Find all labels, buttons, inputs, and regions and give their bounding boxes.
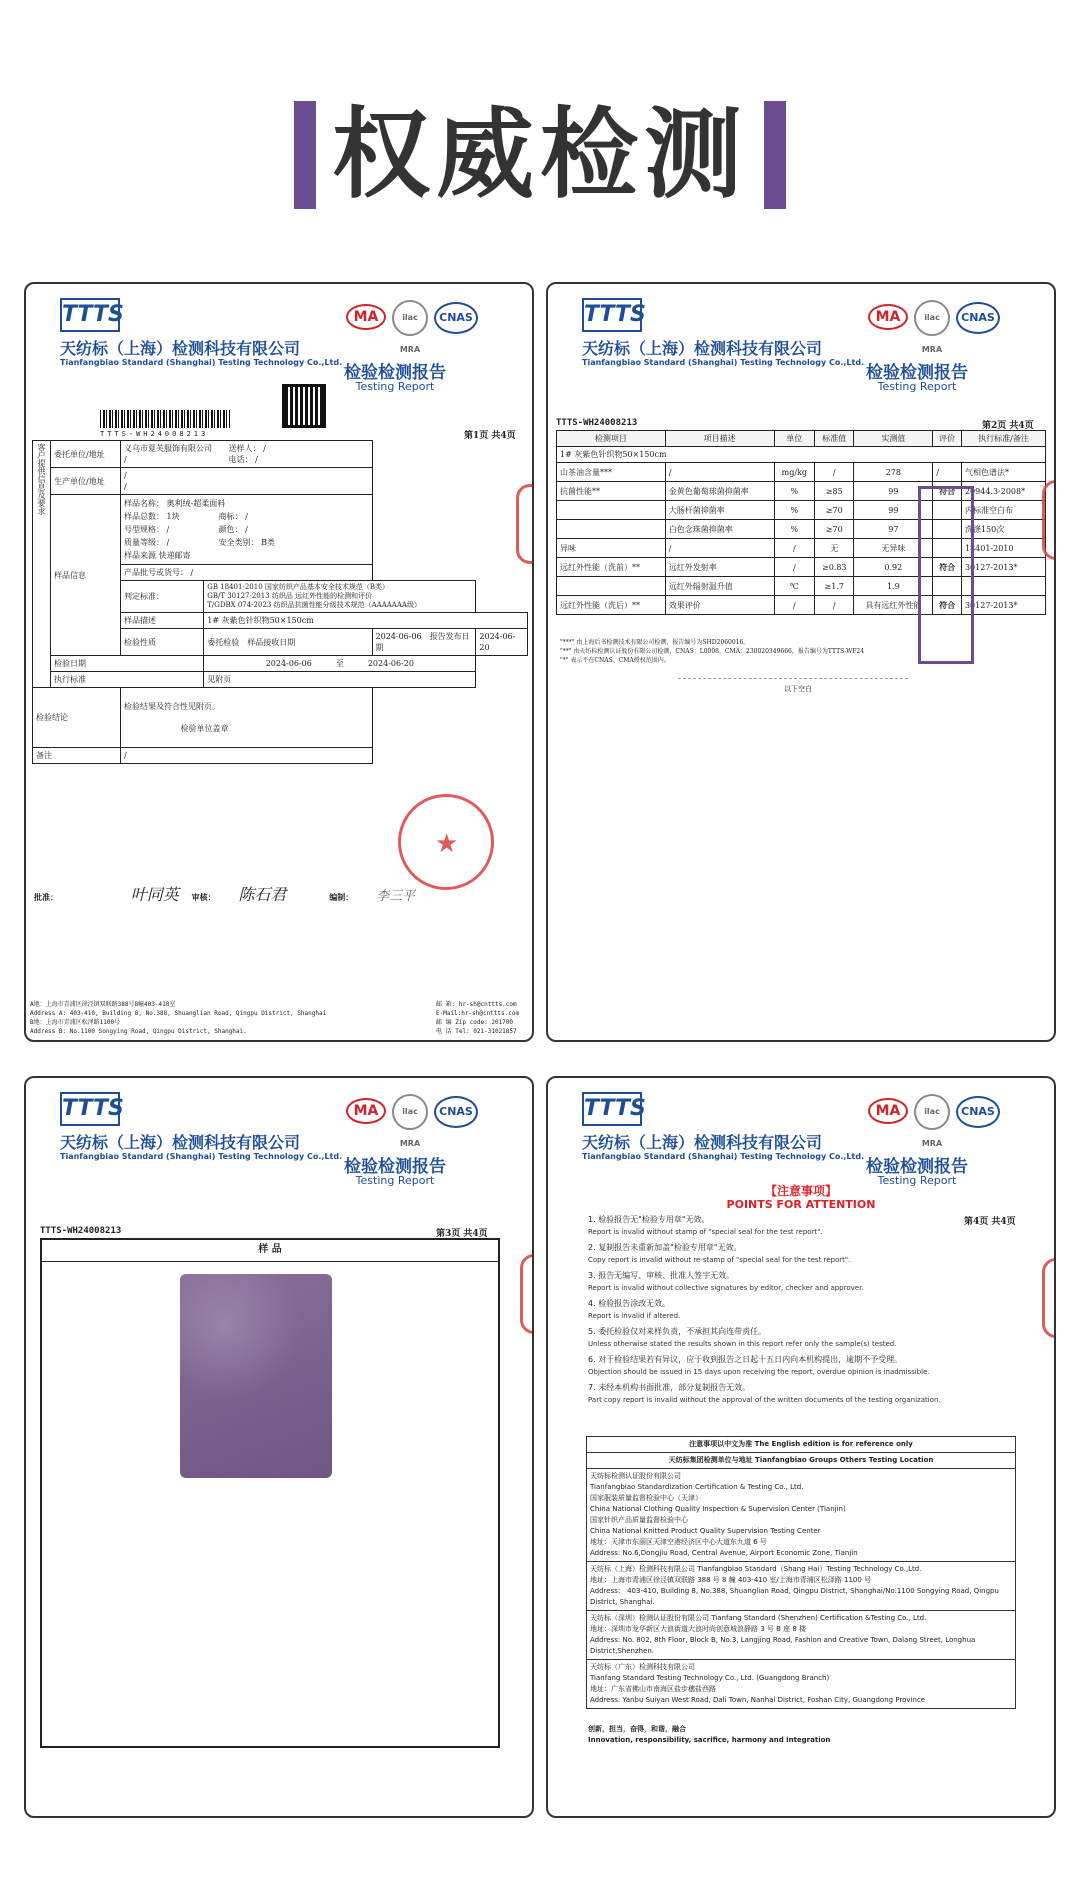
review-label: 审核：: [191, 892, 216, 902]
location-line: China National Clothing Quality Inspection & Supervision Center (Tianjin): [590, 1505, 846, 1513]
date-label: 检验日期: [51, 656, 204, 672]
footer-line-3: B地：上海市青浦区松泽路1100号: [30, 1019, 121, 1026]
locations-head-2: 天纺标集团检测单位与地址 Tianfangbiao Groups Others Testing Location: [587, 1453, 1016, 1469]
phone-label: 电话：: [228, 455, 253, 464]
results-cell: [557, 520, 666, 539]
notice-item-cn: 检验报告涂改无效。: [598, 1299, 671, 1308]
results-cell: 0.92: [854, 558, 933, 577]
blank-divider: [678, 678, 908, 679]
report-page-3: [24, 1076, 534, 1818]
info-label: 样品信息: [51, 495, 121, 656]
results-cell: [557, 501, 666, 520]
barcode-text: TTTS-WH24008213: [100, 430, 209, 438]
edge-seal-icon: [520, 1254, 534, 1334]
sample-title: 样 品: [42, 1240, 498, 1262]
std-3: T/GDBX 074-2023 纺织品抗菌性能分级技术规范（AAAAAAA级）: [207, 601, 421, 609]
accreditation-marks: [346, 300, 506, 354]
results-cell: 具有远红外性能: [854, 596, 933, 615]
color-value: /: [245, 525, 248, 534]
notice-list: [588, 1214, 1008, 1410]
notice-item: 6. 对于检验结果若有异议，应于收到报告之日起十五日内向本机构提出，逾期不予受理。 Objection should be issued in 15 days upon receiving the report, overdue opinion is inadmissible.: [588, 1355, 930, 1376]
results-cell: ℃: [774, 577, 814, 596]
signature-1: 叶同英: [130, 885, 179, 904]
safety-value: B类: [261, 538, 275, 547]
location-cell: [587, 1469, 1016, 1562]
sender-value: /: [263, 444, 266, 453]
results-row: [557, 463, 1046, 482]
barcode-icon: [100, 410, 230, 428]
results-cell: 30127-2013*: [961, 596, 1045, 615]
exec-value: 见附页: [204, 672, 476, 688]
ilac-mark-icon: ilac MRA: [392, 300, 428, 336]
location-line: 地址：天津市东丽区天津空港经济区中心大道东九道 6 号: [590, 1538, 767, 1546]
side-label: 客户提供信息及要求: [33, 441, 51, 688]
results-cell: /: [774, 558, 814, 577]
footer-line-1: A地：上海市青浦区徐泾镇双联路388号8幢403-410室: [30, 1001, 176, 1008]
signature-3: 李三平: [376, 889, 416, 904]
notice-item-en: Objection should be issued in 15 days upon receiving the report, overdue opinion is inadmissible.: [588, 1368, 930, 1376]
notice-item-cn: 报告无编写、审核、批准人签字无效。: [598, 1271, 735, 1280]
notice-item: 3. 报告无编写、审核、批准人签字无效。 Report is invalid without collective signatures by editor, checker and approver.: [588, 1271, 864, 1292]
notice-item-cn: 检验报告无"检验专用章"无效。: [598, 1215, 710, 1224]
notice-title: 【注意事项】: [764, 1184, 837, 1198]
location-line: Address: No. 802, 8th Floor, Block B, No.3, Langjing Road, Fashion and Creative Town, Dalang Street, Longhua District,Shenzhen.: [590, 1636, 976, 1655]
footer-tel: 电 话 Tel: 021-31021857: [436, 1028, 517, 1035]
blank-label: 以下空白: [784, 685, 812, 693]
issue-value: 2024-06-20: [476, 629, 528, 656]
results-cell: 白色念珠菌抑菌率: [665, 520, 774, 539]
cma-mark-icon: MA: [346, 1098, 386, 1124]
location-cell: [587, 1611, 1016, 1660]
ttts-logo-icon: TTTS: [582, 298, 642, 332]
pass-label: 符合: [939, 561, 956, 572]
results-cell: /: [815, 596, 854, 615]
results-header-cell: 项目描述: [665, 431, 774, 447]
results-header-cell: 单位: [774, 431, 814, 447]
results-cell: 山茶油含量***: [557, 463, 666, 482]
note-1: "***" 由上海后书检测技术有限公司检测，报告编号为SHD2060016。: [560, 639, 750, 646]
notice-item: 5. 委托检验仅对来样负责，不承担其向连带责任。 Unless otherwise stated the results shown in this report refer only the sample(s) tested.: [588, 1327, 897, 1348]
report-header: [548, 1078, 1054, 1198]
client-addr: /: [124, 455, 127, 464]
std-1: GB 18401-2010 国家纺织产品基本安全技术规范（B类）: [207, 583, 390, 591]
results-cell: ≥70: [815, 520, 854, 539]
page-number: 第1页 共4页: [464, 431, 516, 441]
seal-label: 检验单位盖章: [180, 724, 229, 733]
exec-label: 执行标准: [51, 672, 204, 688]
report-page-2: [546, 282, 1056, 1042]
date-to-label: 至: [335, 659, 344, 668]
location-line: 地址：广东省佛山市南海区盐步穗盐西路: [590, 1685, 716, 1693]
producer-value: /: [124, 471, 127, 480]
results-cell: /: [774, 539, 814, 558]
results-cell: /: [815, 463, 854, 482]
notice-item: 7. 未经本机构书面批准，部分复制报告无效。 Part copy report is invalid without the approval of the written documents of the testing organization.: [588, 1383, 941, 1404]
report-header: [26, 284, 532, 404]
cma-mark-icon: MA: [346, 304, 386, 330]
cma-mark-icon: MA: [868, 1098, 908, 1124]
location-line: Address： 403-410, Building 8, No.388, Shuanglian Road, Qingpu District, Shanghai/No.1100 Songying Road, Qingpu District, Shanghai.: [590, 1587, 999, 1606]
report-header: [548, 284, 1054, 404]
notice-item-en: Part copy report is invalid without the approval of the written documents of the testing organization.: [588, 1396, 941, 1404]
notice-item-en: Unless otherwise stated the results shown in this report refer only the sample(s) tested.: [588, 1340, 897, 1348]
name-label: 样品名称：: [124, 499, 164, 508]
client-label: 委托单位/地址: [51, 441, 121, 468]
company-name-en: Tianfangbiao Standard (Shanghai) Testing Technology Co.,Ltd.: [582, 358, 865, 367]
notice-item-en: Report is invalid if altered.: [588, 1312, 681, 1320]
results-cell: [961, 577, 1045, 596]
model-label: 号型规格：: [124, 525, 164, 534]
results-cell: %: [774, 520, 814, 539]
cnas-mark-icon: CNAS: [956, 1096, 1000, 1128]
qr-code-icon: [282, 384, 326, 428]
location-line: 国家服装质量监督检验中心（天津）: [590, 1494, 702, 1502]
client-value: 义乌市夏芙服饰有限公司: [124, 444, 212, 453]
report-title: 检验检测报告: [866, 363, 968, 383]
results-cell: /: [665, 463, 774, 482]
company-name-en: Tianfangbiao Standard (Shanghai) Testing Technology Co.,Ltd.: [60, 1152, 343, 1161]
report-header: [26, 1078, 532, 1198]
desc-label: 样品描述: [121, 613, 204, 629]
results-header-row: [557, 431, 1046, 447]
results-cell: 远红外性能（洗前）**: [557, 558, 666, 577]
company-name-en: Tianfangbiao Standard (Shanghai) Testing Technology Co.,Ltd.: [582, 1152, 865, 1161]
notice-item-cn: 委托检验仅对来样负责，不承担其向连带责任。: [598, 1327, 767, 1336]
ttts-logo-icon: TTTS: [60, 298, 120, 332]
count-label: 样品总数：: [124, 512, 164, 521]
red-seal-icon: ★: [398, 794, 494, 890]
accreditation-marks: [868, 1094, 1028, 1148]
producer-label: 生产单位/地址: [51, 468, 121, 495]
results-header-cell: 实测值: [854, 431, 933, 447]
cnas-mark-icon: CNAS: [956, 302, 1000, 334]
results-cell: %: [774, 501, 814, 520]
results-cell: 抗菌性能**: [557, 482, 666, 501]
left-bracket-bar: [294, 101, 316, 209]
results-cell: 洗涤150次: [961, 520, 1045, 539]
location-line: 地址：上海市青浦区徐泾镇双联路 388 号 8 幢 403-410 室/上海市青浦区松泽路 1100 号: [590, 1576, 872, 1584]
grade-label: 质量等级：: [124, 538, 164, 547]
phone-value: /: [255, 455, 258, 464]
page-number: 第4页 共4页: [964, 1217, 1016, 1227]
report-info-table: [32, 440, 528, 764]
ilac-mark-icon: ilac MRA: [914, 300, 950, 336]
edge-seal-icon: [516, 484, 534, 564]
nature-value: 委托检验: [207, 637, 240, 647]
notes: [560, 638, 910, 665]
ttts-logo-icon: TTTS: [60, 1092, 120, 1126]
location-line: Tianfangbiao Standardization Certification & Testing Co., Ltd.: [590, 1483, 804, 1491]
locations-head-1: 注意事项以中文为准 The English edition is for reference only: [587, 1437, 1016, 1453]
notice-item-en: Copy report is invalid without re-stamp of "special seal for the test report".: [588, 1256, 851, 1264]
accreditation-marks: [346, 1094, 506, 1148]
results-cell: ≥85: [815, 482, 854, 501]
brand-value: /: [245, 512, 248, 521]
results-cell: 远红外性能（洗后）**: [557, 596, 666, 615]
grade-value: /: [166, 538, 170, 547]
footer-address: [30, 1000, 326, 1036]
page-number: 第3页 共4页: [436, 1229, 488, 1239]
edit-label: 编制：: [329, 892, 354, 902]
company-name-cn: 天纺标（上海）检测科技有限公司: [60, 339, 301, 358]
notice-item-en: Report is invalid without collective signatures by editor, checker and approver.: [588, 1284, 864, 1292]
date-from: 2024-06-06: [265, 659, 312, 668]
notice-item-cn: 未经本机构书面批准，部分复制报告无效。: [598, 1383, 751, 1392]
report-title-en: Testing Report: [877, 380, 957, 393]
results-cell: 99: [854, 482, 933, 501]
location-line: Address: No.6,Dongjiu Road, Central Avenue, Airport Economic Zone, Tianjin: [590, 1549, 858, 1557]
notice-title-en: POINTS FOR ATTENTION: [726, 1198, 876, 1211]
location-line: Tianfang Standard Testing Technology Co., Ltd. (Guangdong Branch): [590, 1674, 830, 1682]
company-name-cn: 天纺标（上海）检测科技有限公司: [582, 1133, 823, 1152]
footer-email-en: E-Mail:hr-sh@cnttts.com: [436, 1010, 520, 1017]
results-cell: /: [665, 539, 774, 558]
sender-label: 送样人：: [228, 444, 261, 453]
pass-highlight-box: [918, 486, 974, 664]
concl-value: 检验结果及符合性见附页。: [124, 702, 220, 711]
report-title: 检验检测报告: [866, 1157, 968, 1177]
results-cell: 效果评价: [665, 596, 774, 615]
results-cell: 97: [854, 520, 933, 539]
footer-contact: [436, 1000, 519, 1036]
edge-seal-icon: [1042, 480, 1056, 560]
nature-label: 检验性质: [121, 629, 204, 656]
notice-item: 1. 检验报告无"检验专用章"无效。 Report is invalid without stamp of "special seal for the test report".: [588, 1215, 823, 1236]
note-label: 备注: [33, 748, 121, 764]
report-title-en: Testing Report: [355, 380, 435, 393]
source-value: 快递邮寄: [158, 551, 191, 560]
results-header-cell: 评价: [933, 431, 962, 447]
results-header-cell: 执行标准/备注: [961, 431, 1045, 447]
company-name-cn: 天纺标（上海）检测科技有限公司: [582, 339, 823, 358]
report-number: TTTS-WH24008213: [556, 418, 638, 428]
recv-label: 样品接收日期: [247, 637, 296, 647]
right-bracket-bar: [764, 101, 786, 209]
motto: [588, 1724, 830, 1746]
location-line: 地址：深圳市龙华新区大浪街道大浪时尚创意城浪静路 3 号 B 座 8 楼: [590, 1625, 807, 1633]
location-cell: [587, 1562, 1016, 1611]
edge-seal-icon: [1042, 1258, 1056, 1338]
report-page-1: [24, 282, 534, 1042]
sample-frame: [40, 1238, 500, 1748]
std-2: GB/T 30127-2013 纺织品 远红外性能的检测和评价: [207, 592, 373, 600]
results-cell: 远红外辐射温升值: [665, 577, 774, 596]
results-header-cell: 标准值: [815, 431, 854, 447]
accreditation-marks: [868, 300, 1028, 354]
report-title: 检验检测报告: [344, 1157, 446, 1177]
producer-addr: /: [124, 482, 127, 491]
sample-row: 1# 灰紫色针织物50×150cm: [557, 447, 1046, 463]
results-cell: 内标准空白布: [961, 501, 1045, 520]
results-cell: ≥0.83: [815, 558, 854, 577]
location-line: Address: Yanbu Suiyan West Road, Dali Town, Nanhai District, Foshan City, Guangdong Province: [590, 1696, 926, 1704]
cnas-mark-icon: CNAS: [434, 302, 478, 334]
results-cell: 无: [815, 539, 854, 558]
note-value: /: [121, 748, 373, 764]
report-number: TTTS-WH24008213: [40, 1226, 122, 1236]
locations-table: [586, 1436, 1016, 1709]
results-cell: 1.9: [854, 577, 933, 596]
results-cell: 金黄色葡萄球菌抑菌率: [665, 482, 774, 501]
motto-en: Innovation, responsibility, sacrifice, harmony and integration: [588, 1736, 831, 1744]
note-2: "**" 由天纺标检测认证股份有限公司检测，CNAS：L0008，CMA：230020349666，报告编号为TTTS-WF24: [560, 648, 865, 655]
name-value: 奥利绒-超柔面料: [166, 499, 226, 508]
issue-label: 报告发布日期: [375, 632, 470, 652]
location-line: 天纺标（广东）检测科技有限公司: [590, 1663, 695, 1671]
approve-label: 批准：: [34, 892, 58, 902]
results-cell: 278: [854, 463, 933, 482]
results-cell: /: [933, 463, 962, 482]
report-title: 检验检测报告: [344, 363, 446, 383]
date-to: 2024-06-20: [367, 659, 414, 668]
footer-email: 邮 箱: hr-sh@cnttts.com: [436, 1001, 517, 1008]
motto-cn: 创新，担当，奋得，和谐，融合: [588, 1725, 686, 1733]
footer-line-4: Address B: No.1100 Songying Road, Qingpu District, Shanghai.: [30, 1028, 247, 1035]
results-cell: 30127-2013*: [961, 558, 1045, 577]
location-line: 天纺标（深圳）检测认证股份有限公司 Tianfang Standard (Shenzhen) Certification &Testing Co., Ltd.: [590, 1614, 927, 1622]
results-cell: [557, 577, 666, 596]
results-cell: 气相色谱法*: [961, 463, 1045, 482]
location-line: 天纺标（上海）检测科技有限公司 Tianfangbiao Standard（Shang Hai）Testing Technology Co.,Ltd.: [590, 1565, 922, 1573]
ilac-mark-icon: ilac MRA: [914, 1094, 950, 1130]
notice-item: 4. 检验报告涂改无效。 Report is invalid if altered.: [588, 1299, 681, 1320]
banner-title: 权威检测: [331, 98, 748, 212]
results-cell: 大肠杆菌抑菌率: [665, 501, 774, 520]
ttts-logo-icon: TTTS: [582, 1092, 642, 1126]
location-line: 天纺标检测认证股份有限公司: [590, 1472, 681, 1480]
pass-label: 符合: [939, 599, 956, 610]
location-line: 国家针织产品质量监督检验中心: [590, 1516, 688, 1524]
notice-item: 2. 复制报告未重新加盖"检验专用章"无效。 Copy report is invalid without re-stamp of "special seal for the test report".: [588, 1243, 851, 1264]
source-label: 样品来源: [124, 551, 156, 560]
cma-mark-icon: MA: [868, 304, 908, 330]
company-name-cn: 天纺标（上海）检测科技有限公司: [60, 1133, 301, 1152]
results-cell: /: [774, 596, 814, 615]
signature-2: 陈石君: [238, 885, 287, 904]
results-cell: 异味: [557, 539, 666, 558]
safety-label: 安全类别：: [218, 538, 259, 547]
footer-zip: 邮 编 Zip code: 201700: [436, 1019, 514, 1026]
lot-value: /: [190, 568, 194, 577]
count-value: 1块: [166, 512, 180, 521]
report-page-4: [546, 1076, 1056, 1818]
notice-item-cn: 复制报告未重新加盖"检验专用章"无效。: [598, 1243, 742, 1252]
notice-item-en: Report is invalid without stamp of "special seal for the test report".: [588, 1228, 823, 1236]
results-cell: %: [774, 482, 814, 501]
desc-value: 1# 灰紫色针织物50×150cm: [204, 613, 528, 629]
results-cell: 18401-2010: [961, 539, 1045, 558]
model-value: /: [166, 525, 170, 534]
report-title-en: Testing Report: [355, 1174, 435, 1187]
results-cell: 99: [854, 501, 933, 520]
fabric-sample-photo: [180, 1274, 332, 1478]
color-label: 颜色：: [218, 525, 243, 534]
results-cell: mg/kg: [774, 463, 814, 482]
cnas-mark-icon: CNAS: [434, 1096, 478, 1128]
results-cell: ≥1.7: [815, 577, 854, 596]
concl-label: 检验结论: [33, 688, 121, 748]
company-name-en: Tianfangbiao Standard (Shanghai) Testing Technology Co.,Ltd.: [60, 358, 343, 367]
page-number: 第2页 共4页: [982, 421, 1034, 431]
banner: [0, 95, 1080, 215]
results-cell: 20944.3-2008*: [961, 482, 1045, 501]
report-title-en: Testing Report: [877, 1174, 957, 1187]
recv-value: 2024-06-06: [375, 632, 422, 641]
results-cell: 远红外发射率: [665, 558, 774, 577]
notice-item-cn: 对于检验结果若有异议，应于收到报告之日起十五日内向本机构提出，逾期不予受理。: [598, 1355, 903, 1364]
location-line: China National Knitted Product Quality Supervision Testing Center: [590, 1527, 821, 1535]
lot-label: 产品批号或货号：: [124, 568, 188, 577]
results-cell: ≥70: [815, 501, 854, 520]
location-cell: [587, 1660, 1016, 1709]
footer-line-2: Address A: 403-410, Building 8, No.388, Shuanglian Road, Qingpu District, Shanghai: [30, 1010, 327, 1017]
brand-label: 商标：: [218, 512, 243, 521]
note-3: "*" 表示不在CNAS、CMA授权范围内。: [560, 657, 670, 664]
results-header-cell: 检测项目: [557, 431, 666, 447]
std-label: 判定标准：: [121, 581, 204, 613]
ilac-mark-icon: ilac MRA: [392, 1094, 428, 1130]
pass-label: 符合: [939, 485, 956, 496]
results-cell: 无异味: [854, 539, 933, 558]
